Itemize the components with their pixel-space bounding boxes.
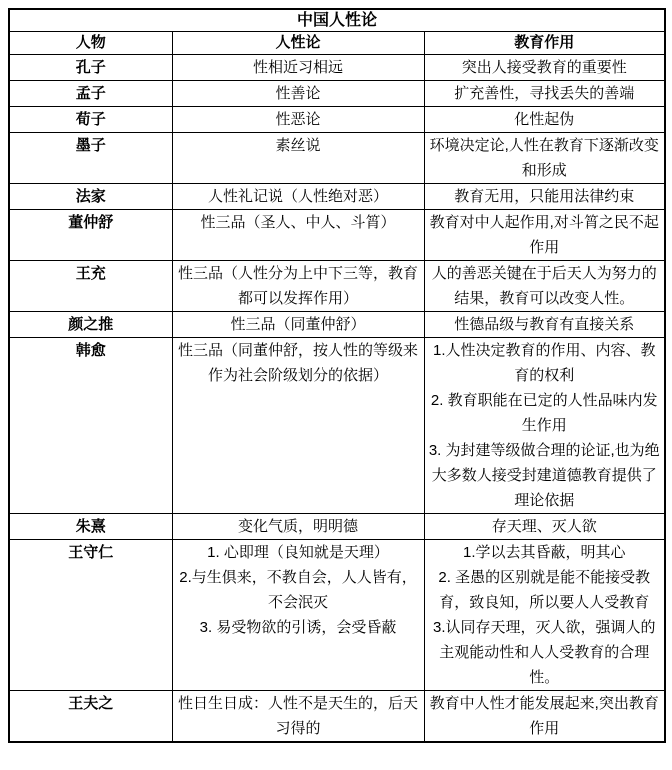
table-row: [9, 107, 665, 133]
table-row: [9, 312, 665, 338]
human-nature-theory-table: [8, 8, 666, 743]
effect-cell: 环境决定论,人性在教育下逐渐改变和形成: [424, 133, 665, 184]
effect-cell: 教育对中人起作用,对斗筲之民不起作用: [424, 210, 665, 261]
table-row: [9, 184, 665, 210]
effect-cell: 性德品级与教育有直接关系: [424, 312, 665, 338]
table-row: [9, 81, 665, 107]
theory-cell: 性三品（同董仲舒）: [172, 312, 424, 338]
table-row: [9, 540, 665, 691]
table-row: [9, 691, 665, 743]
person-cell: 法家: [9, 184, 172, 210]
table-row: [9, 261, 665, 312]
person-cell: 孔子: [9, 55, 172, 81]
person-cell: 韩愈: [9, 338, 172, 514]
person-cell: 王守仁: [9, 540, 172, 691]
person-cell: 墨子: [9, 133, 172, 184]
table-row: [9, 338, 665, 514]
person-cell: 董仲舒: [9, 210, 172, 261]
table-body: [9, 55, 665, 743]
effect-cell: 突出人接受教育的重要性: [424, 55, 665, 81]
person-cell: 颜之推: [9, 312, 172, 338]
table-row: [9, 514, 665, 540]
effect-cell: 存天理、灭人欲: [424, 514, 665, 540]
effect-cell: 教育无用，只能用法律约束: [424, 184, 665, 210]
person-cell: 孟子: [9, 81, 172, 107]
list-item: 3.认同存天理，灭人欲，强调人的主观能动性和人人受教育的合理性。: [432, 619, 656, 686]
column-header-effect: 教育作用: [424, 32, 665, 55]
list-item: 3. 为封建等级做合理的论证,也为绝大多数人接受封建道德教育提供了理论依据: [428, 442, 660, 509]
person-cell: 王充: [9, 261, 172, 312]
list-item: 2. 教育职能在已定的人性品味内发生作用: [430, 392, 658, 434]
effect-cell: 教育中人性才能发展起来,突出教育作用: [424, 691, 665, 743]
theory-cell: 性善论: [172, 81, 424, 107]
list-item: 1.人性决定教育的作用、内容、教育的权利: [432, 342, 656, 384]
table-row: [9, 55, 665, 81]
effect-cell: 扩充善性，寻找丢失的善端: [424, 81, 665, 107]
title-row: [9, 9, 665, 32]
theory-cell: 素丝说: [172, 133, 424, 184]
person-cell: 王夫之: [9, 691, 172, 743]
list-item: 3. 易受物欲的引诱，会受昏蔽: [199, 619, 397, 636]
effect-cell: [424, 338, 665, 514]
theory-cell: 性三品（人性分为上中下三等，教育都可以发挥作用）: [172, 261, 424, 312]
list-item: 1. 心即理（良知就是天理）: [207, 544, 389, 561]
theory-cell: 人性礼记说（人性绝对恶）: [172, 184, 424, 210]
list-item: 2. 圣愚的区别就是能不能接受教育，致良知，所以要人人受教育: [438, 569, 651, 611]
theory-cell: [172, 540, 424, 691]
list-item: 1.学以去其昏蔽，明其心: [462, 544, 626, 561]
column-header-theory: 人性论: [172, 32, 424, 55]
list-item: 2.与生俱来，不教自会，人人皆有，不会泯灭: [179, 569, 417, 611]
table-title: 中国人性论: [9, 9, 665, 32]
theory-cell: 性三品（圣人、中人、斗筲）: [172, 210, 424, 261]
table-head: [9, 9, 665, 55]
person-cell: 朱熹: [9, 514, 172, 540]
column-header-person: 人物: [9, 32, 172, 55]
table-row: [9, 210, 665, 261]
effect-cell: 化性起伪: [424, 107, 665, 133]
table-row: [9, 133, 665, 184]
theory-cell: 性恶论: [172, 107, 424, 133]
theory-cell: 性三品（同董仲舒，按人性的等级来作为社会阶级划分的依据）: [172, 338, 424, 514]
effect-cell: [424, 540, 665, 691]
theory-cell: 性日生日成：人性不是天生的，后天习得的: [172, 691, 424, 743]
effect-cell: 人的善恶关键在于后天人为努力的结果，教育可以改变人性。: [424, 261, 665, 312]
theory-cell: 变化气质，明明德: [172, 514, 424, 540]
header-row: [9, 32, 665, 55]
person-cell: 荀子: [9, 107, 172, 133]
theory-cell: 性相近习相远: [172, 55, 424, 81]
